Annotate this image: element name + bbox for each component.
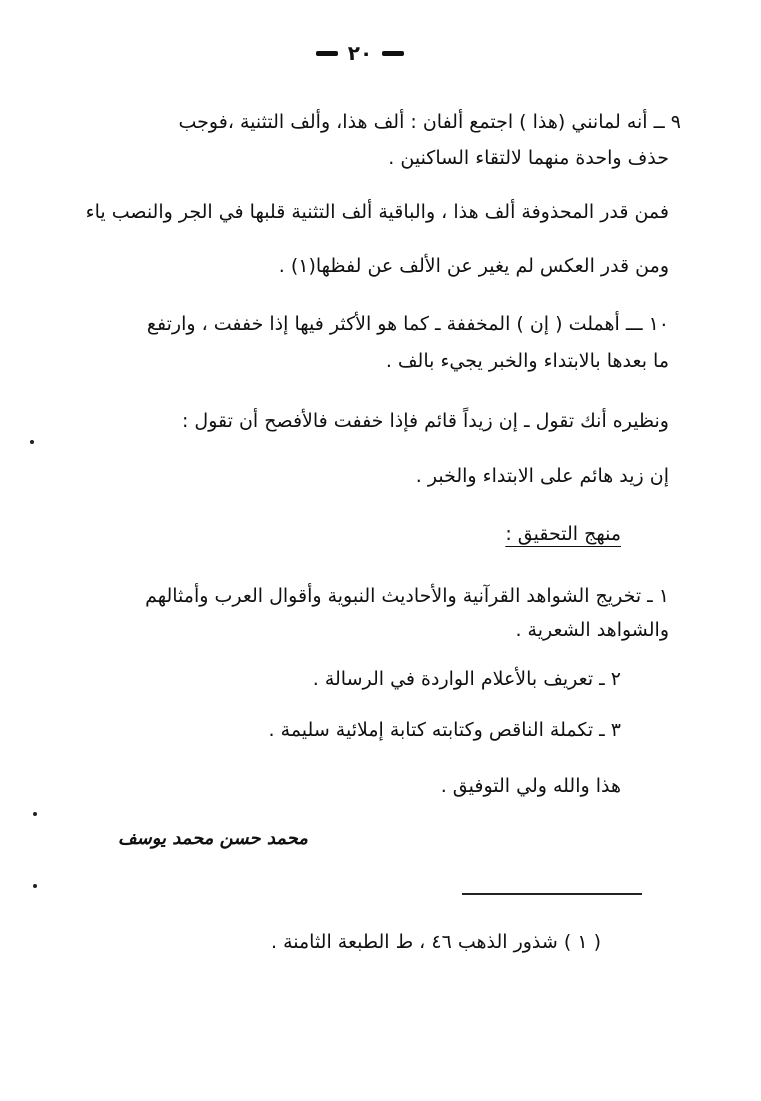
item9-line2: حذف واحدة منهما لالتقاء الساكنين . [388,147,669,169]
method-item3: ٣ ـ تكملة الناقص وكتابته كتابة إملائية سليمة . [268,719,621,741]
para-b-line1: ونظيره أنك تقول ـ إن زيداً قائم فإذا خففت فالأفصح أن تقول : [181,410,669,432]
para-a-line2: ومن قدر العكس لم يغير عن الألف عن لفظها(١) . [278,255,669,277]
item10-line1: ١٠ ـــ أهملت ( إن ) المخففة ـ كما هو الأكثر فيها إذا خففت ، وارتفع [146,313,669,335]
closing-line: هذا والله ولي التوفيق . [440,775,621,797]
scan-speck [30,440,34,444]
para-a-line1: فمن قدر المحذوفة ألف هذا ، والباقية ألف التثنية قلبها في الجر والنصب ياء [85,201,669,223]
method-item2: ٢ ـ تعريف بالأعلام الواردة في الرسالة . [312,668,621,690]
method-heading: منهج التحقيق : [505,523,621,545]
left-dash [316,51,338,56]
method-item1-line1: ١ ـ تخريج الشواهد القرآنية والأحاديث النبوية وأقوال العرب وأمثالهم [145,585,669,607]
footnote: ( ١ ) شذور الذهب ٤٦ ، ط الطبعة الثامنة . [270,931,601,953]
scan-speck [33,884,37,888]
author-signature: محمد حسن محمد يوسف [118,828,308,849]
page-number: ٢٠ [347,41,373,65]
page-number-header [310,38,410,68]
footnote-separator [462,893,642,895]
item9-line1: ٩ ــ أنه لمانني (هذا ) اجتمع ألفان : ألف هذا، وألف التثنية ،فوجب [178,111,681,133]
item10-line2: ما بعدها بالابتداء والخبر يجيء بالف . [385,350,669,372]
para-b-line2: إن زيد هائم على الابتداء والخبر . [415,465,669,487]
method-item1-line2: والشواهد الشعرية . [515,619,669,641]
scan-speck [33,812,37,816]
right-dash [382,51,404,56]
